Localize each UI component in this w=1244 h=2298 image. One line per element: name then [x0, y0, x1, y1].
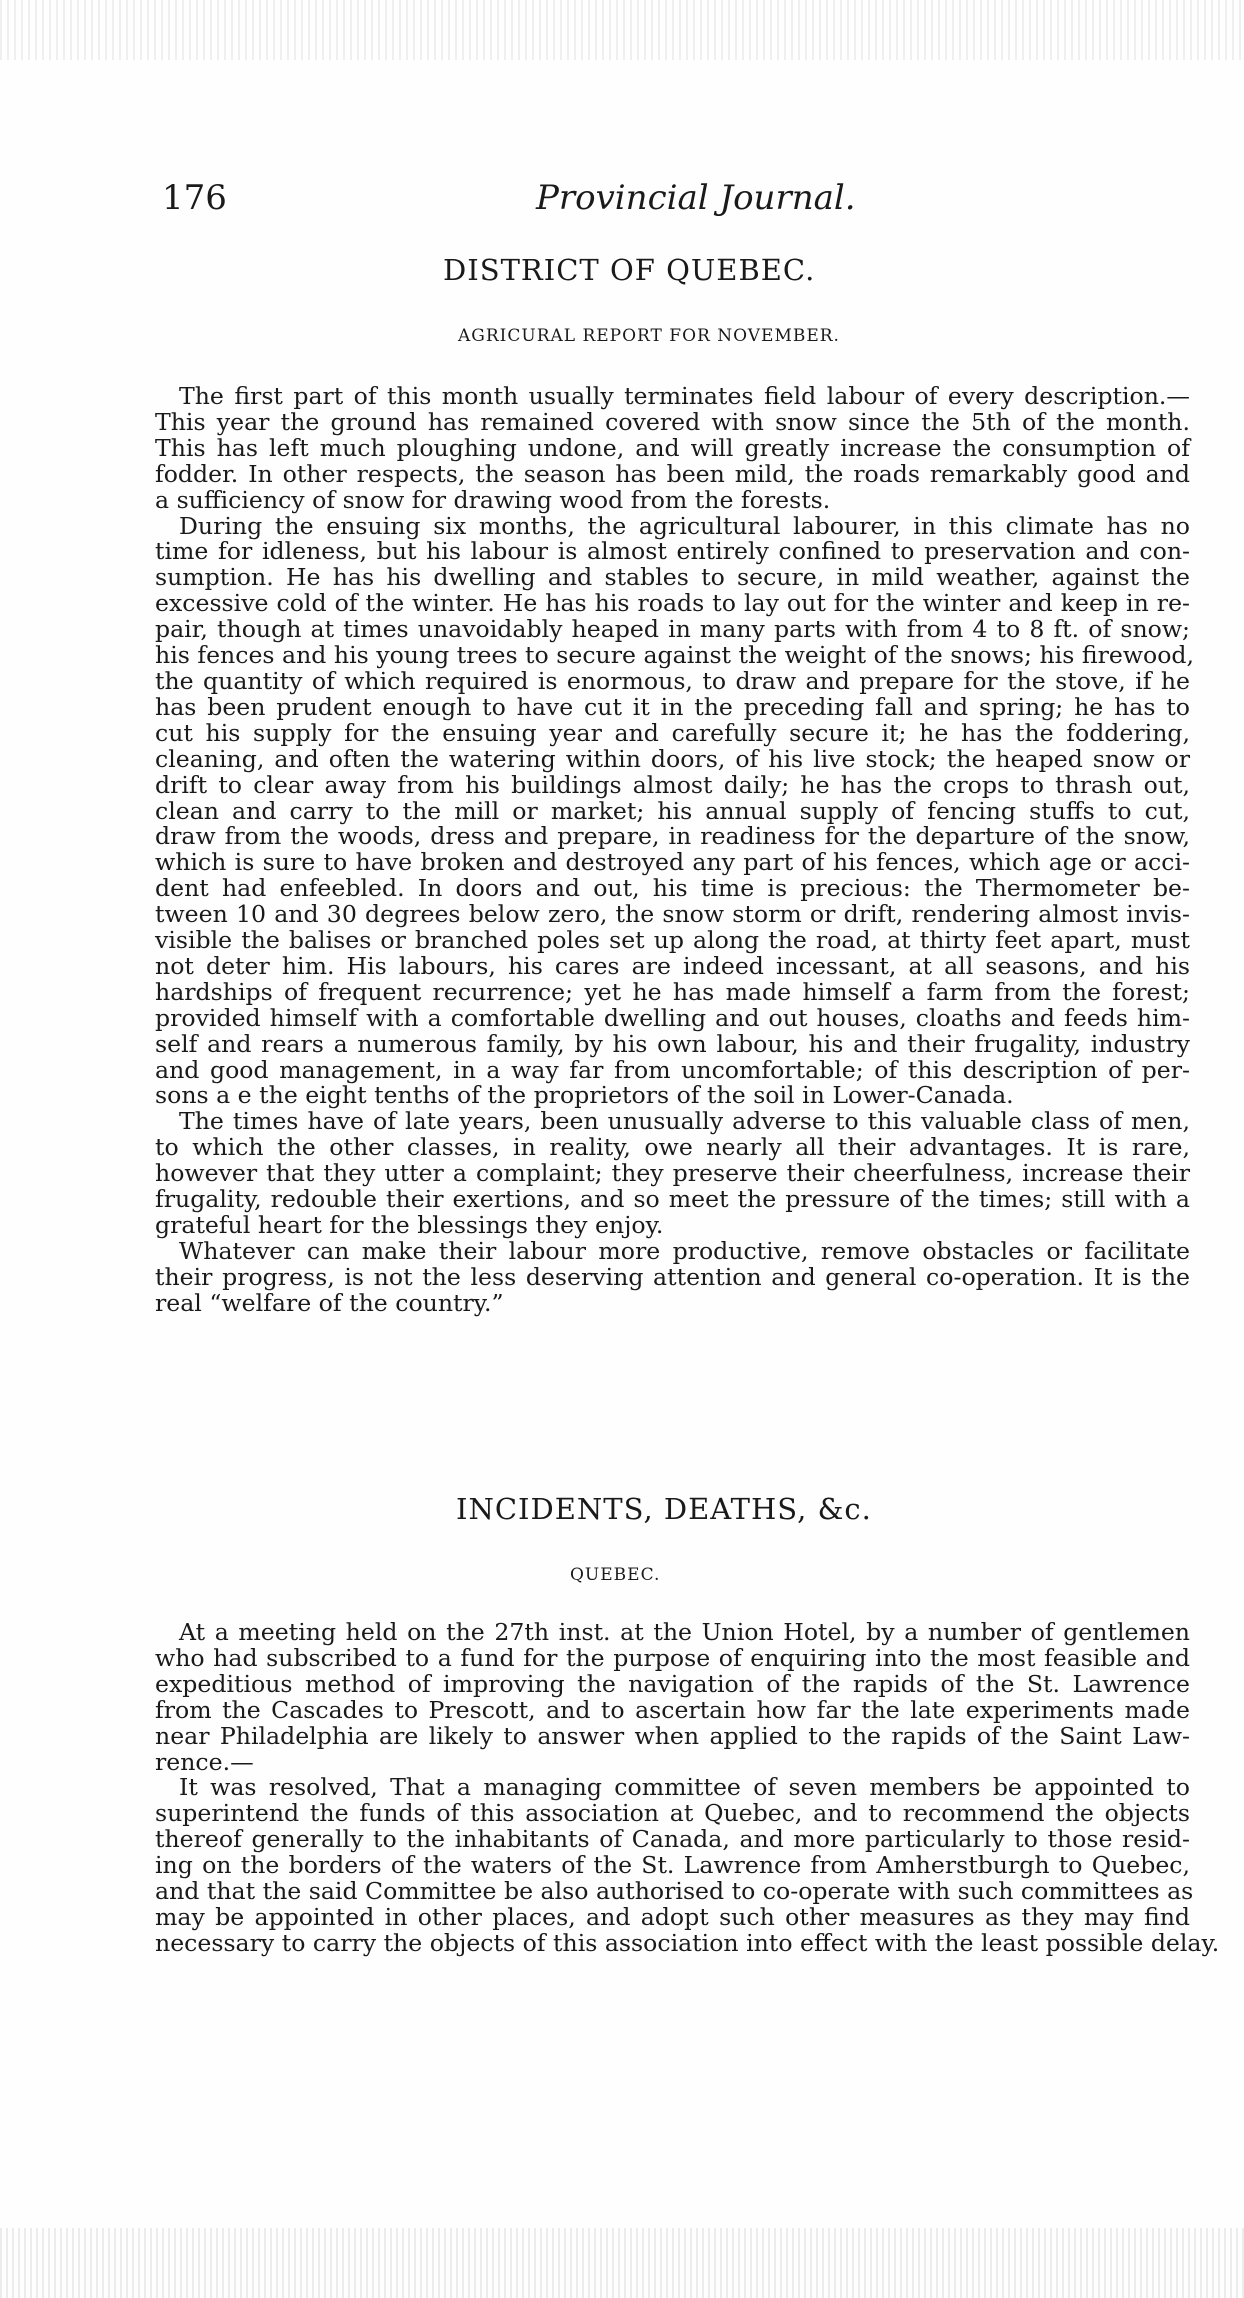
- text-line: pair, though at times unavoidably heaped in many parts with from 4 to 8 ft. of snow;: [155, 615, 1190, 644]
- text-line: not deter him. His labours, his cares are indeed incessant, at all seasons, and his: [155, 951, 1190, 980]
- text-line: This year the ground has remained covered with snow since the 5th of the month.: [155, 407, 1190, 436]
- text-line: has been prudent enough to have cut it in the preceding fall and spring; he has to: [155, 692, 1190, 721]
- section-title-district: DISTRICT OF QUEBEC.: [443, 253, 816, 287]
- text-line: rence.—: [155, 1747, 254, 1776]
- text-line: Whatever can make their labour more productive, remove obstacles or facilitate: [179, 1236, 1190, 1265]
- text-line: necessary to carry the objects of this association into effect with the least possible delay.: [155, 1928, 1220, 1957]
- text-line: superintend the funds of this association at Quebec, and to recommend the objects: [155, 1799, 1190, 1828]
- page-header: [162, 178, 1192, 228]
- text-line: The first part of this month usually terminates field labour of every description.—: [179, 382, 1190, 410]
- text-line: his fences and his young trees to secure against the weight of the snows; his firewood,: [155, 641, 1195, 670]
- text-line: and that the said Committee be also authorised to co-operate with such committees as: [155, 1877, 1194, 1906]
- text-line: real “welfare of the country.”: [155, 1288, 504, 1317]
- text-line: their progress, is not the less deserving attention and general co-operation. It is the: [155, 1262, 1190, 1291]
- text-line: to which the other classes, in reality, owe nearly all their advantages. It is rare,: [155, 1133, 1190, 1162]
- text-line: drift to clear away from his buildings almost daily; he has the crops to thrash out,: [155, 770, 1190, 799]
- report-body: [155, 382, 1195, 1317]
- page-number: 176: [162, 178, 227, 218]
- text-line: clean and carry to the mill or market; his annual supply of fencing stuffs to cut,: [155, 796, 1190, 825]
- text-line: may be appointed in other places, and adopt such other measures as they may find: [155, 1902, 1190, 1931]
- text-line: provided himself with a comfortable dwelling and out houses, cloaths and feeds him-: [155, 1003, 1190, 1032]
- text-line: At a meeting held on the 27th inst. at the Union Hotel, by a number of gentlemen: [179, 1618, 1190, 1646]
- text-line: time for idleness, but his labour is almost entirely confined to preservation and con-: [155, 537, 1190, 566]
- running-title: Provincial Journal.: [536, 178, 856, 218]
- text-line: tween 10 and 30 degrees below zero, the snow storm or drift, rendering almost invis-: [155, 900, 1190, 929]
- text-line: sons a e the eight tenths of the proprietors of the soil in Lower-Canada.: [155, 1081, 1014, 1110]
- text-line: draw from the woods, dress and prepare, in readiness for the departure of the snow,: [155, 822, 1190, 851]
- text-line: grateful heart for the blessings they enjoy.: [155, 1211, 664, 1239]
- scan-noise-top: [0, 0, 1244, 60]
- text-line: It was resolved, That a managing committee of seven members be appointed to: [179, 1773, 1190, 1802]
- text-line: near Philadelphia are likely to answer when applied to the rapids of the Saint Law-: [155, 1721, 1190, 1750]
- text-line: dent had enfeebled. In doors and out, his time is precious: the Thermometer be-: [155, 874, 1190, 903]
- text-line: This has left much ploughing undone, and will greatly increase the consumption of: [155, 433, 1190, 462]
- section-title-incidents: INCIDENTS, DEATHS, &c.: [456, 1492, 872, 1526]
- text-line: sumption. He has his dwelling and stables to secure, in mild weather, against the: [155, 563, 1190, 592]
- text-line: visible the balises or branched poles set up along the road, at thirty feet apart, must: [155, 926, 1190, 955]
- section-subtitle-quebec: QUEBEC.: [570, 1565, 661, 1585]
- incidents-body: [155, 1618, 1220, 1957]
- text-line: thereof generally to the inhabitants of Canada, and more particularly to those resid-: [155, 1825, 1190, 1854]
- text-line: who had subscribed to a fund for the purpose of enquiring into the most feasible and: [155, 1643, 1190, 1672]
- text-line: from the Cascades to Prescott, and to ascertain how far the late experiments made: [155, 1695, 1190, 1724]
- text-line: however that they utter a complaint; they preserve their cheerfulness, increase their: [155, 1159, 1190, 1188]
- text-line: self and rears a numerous family, by his own labour, his and their frugality, industry: [155, 1029, 1190, 1058]
- text-line: which is sure to have broken and destroyed any part of his fences, which age or acci-: [155, 848, 1190, 877]
- text-line: ing on the borders of the waters of the St. Lawrence from Amherstburgh to Quebec,: [155, 1851, 1190, 1880]
- text-line: expeditious method of improving the navigation of the rapids of the St. Lawrence: [155, 1669, 1190, 1698]
- text-line: excessive cold of the winter. He has his roads to lay out for the winter and keep in re-: [155, 589, 1190, 618]
- text-line: During the ensuing six months, the agricultural labourer, in this climate has no: [179, 511, 1190, 540]
- section-subtitle-report: AGRICURAL REPORT FOR NOVEMBER.: [458, 326, 840, 346]
- text-line: a sufficiency of snow for drawing wood from the forests.: [155, 485, 831, 514]
- text-line: fodder. In other respects, the season has been mild, the roads remarkably good and: [155, 459, 1190, 488]
- text-line: and good management, in a way far from uncomfortable; of this description of per-: [155, 1055, 1190, 1084]
- text-line: the quantity of which required is enormous, to draw and prepare for the stove, if he: [155, 666, 1190, 695]
- text-line: cut his supply for the ensuing year and carefully secure it; he has the foddering,: [155, 718, 1190, 747]
- text-line: The times have of late years, been unusually adverse to this valuable class of men,: [179, 1107, 1190, 1136]
- text-line: hardships of frequent recurrence; yet he has made himself a farm from the forest;: [155, 977, 1190, 1006]
- text-line: frugality, redouble their exertions, and so meet the pressure of the times; still with a: [155, 1185, 1190, 1214]
- text-line: cleaning, and often the watering within doors, of his live stock; the heaped snow or: [155, 744, 1190, 773]
- scan-noise-bottom: [0, 2228, 1244, 2298]
